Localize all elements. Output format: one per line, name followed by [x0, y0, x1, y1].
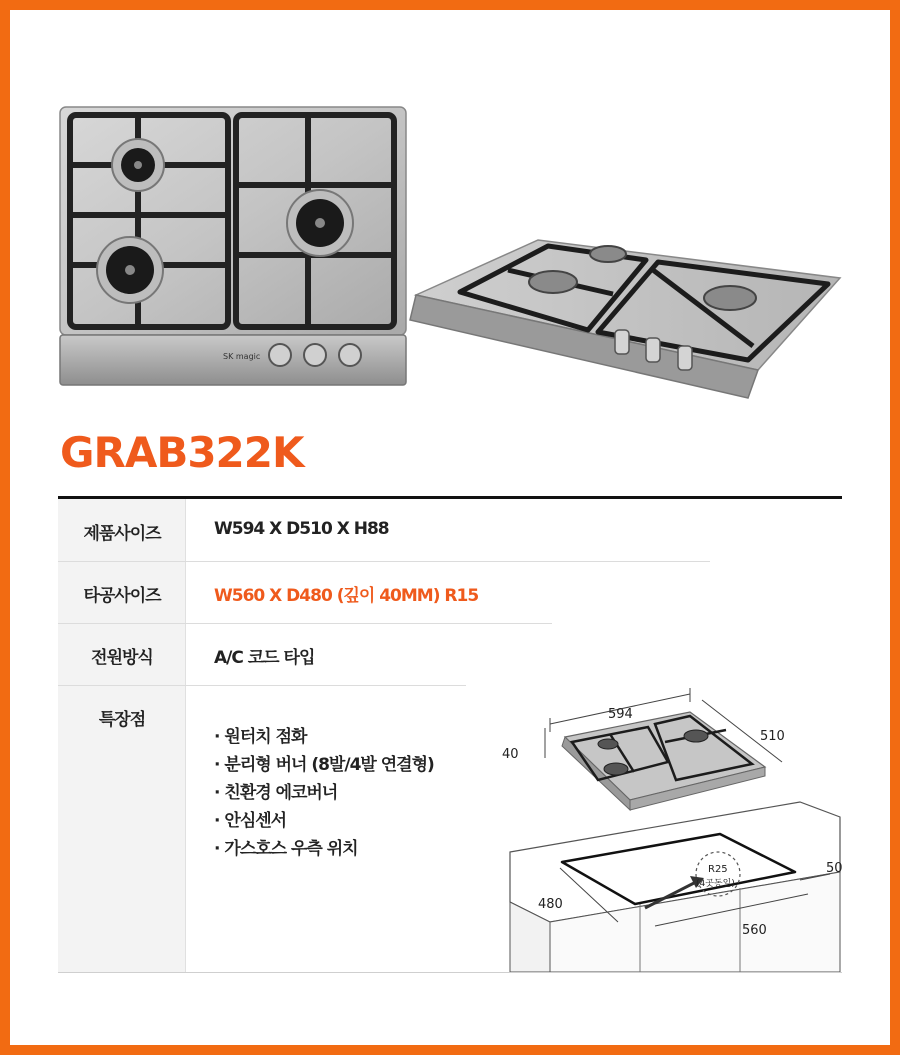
svg-text:SK magic: SK magic	[223, 352, 261, 361]
list-item: · 친환경 에코버너	[214, 779, 434, 807]
page-frame	[10, 10, 890, 1045]
list-item: · 원터치 점화	[214, 723, 434, 751]
dimension-diagram	[490, 672, 850, 972]
spec-label: 특장점	[98, 710, 146, 730]
spec-label: 타공사이즈	[83, 586, 161, 606]
spec-label-column	[58, 499, 186, 973]
row-divider	[58, 685, 466, 686]
row-divider	[58, 623, 552, 624]
svg-text:40: 40	[502, 747, 519, 762]
model-title: GRAB322K	[60, 428, 304, 477]
spec-value: W560 X D480 (깊이 40MM) R15	[214, 586, 479, 606]
svg-text:50: 50	[826, 861, 843, 876]
spec-value: A/C 코드 타입	[214, 648, 315, 668]
svg-text:(4곳동일): (4곳동일)	[696, 879, 735, 889]
svg-text:510: 510	[760, 729, 785, 744]
list-item: · 분리형 버너 (8발/4발 연결형)	[214, 751, 434, 779]
product-photo-angled	[408, 210, 844, 400]
list-item: · 가스호스 우측 위치	[214, 835, 434, 863]
feature-list	[214, 723, 434, 863]
spec-label: 전원방식	[91, 648, 153, 668]
svg-text:R25: R25	[708, 864, 728, 875]
row-divider	[58, 561, 710, 562]
svg-text:480: 480	[538, 897, 563, 912]
spec-value: W594 X D510 X H88	[214, 519, 389, 539]
list-item: · 안심센서	[214, 807, 434, 835]
spec-label: 제품사이즈	[83, 524, 161, 544]
svg-text:594: 594	[608, 707, 633, 722]
table-bottom-line	[58, 972, 842, 973]
svg-text:560: 560	[742, 923, 767, 938]
knob-icon	[269, 344, 361, 366]
product-photo-top	[58, 105, 408, 390]
